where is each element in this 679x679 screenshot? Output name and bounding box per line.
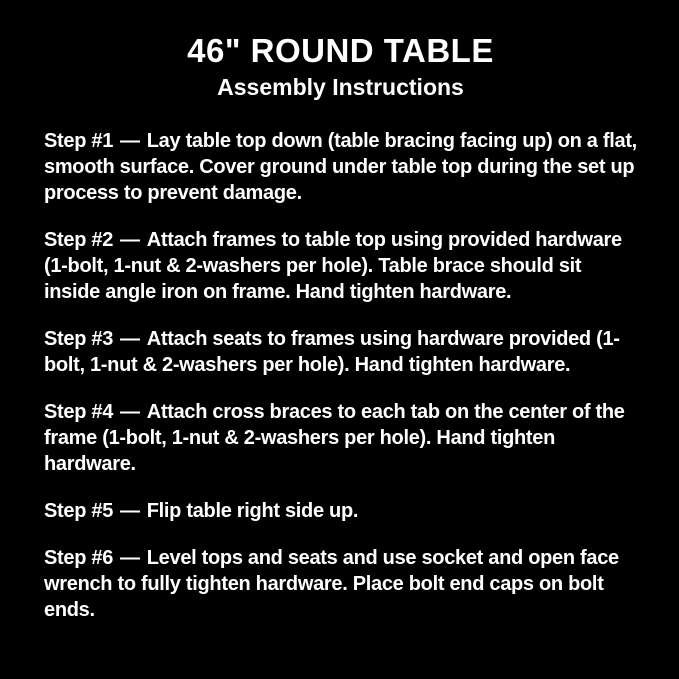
step-separator-dash: — (120, 547, 140, 569)
header (44, 30, 637, 102)
step-item-3 (44, 326, 637, 378)
step-label: Step #6 (44, 547, 114, 569)
step-item-1 (44, 128, 637, 206)
step-item-6 (44, 545, 637, 623)
step-item-4 (44, 399, 637, 477)
step-text: Attach cross braces to each tab on the center of the frame (1-bolt, 1-nut & 2-washers per hole). Hand tighten hardware. (44, 401, 625, 475)
step-label: Step #4 (44, 401, 114, 423)
page-subtitle: Assembly Instructions (217, 74, 464, 101)
step-separator-dash: — (120, 130, 140, 152)
step-text: Attach seats to frames using hardware provided (1-bolt, 1-nut & 2-washers per hole). Hand tighten hardware. (44, 328, 620, 376)
step-text: Flip table right side up. (146, 500, 359, 522)
step-label: Step #3 (44, 328, 114, 350)
step-label: Step #2 (44, 229, 114, 251)
step-separator-dash: — (120, 401, 140, 423)
step-item-5 (44, 498, 637, 524)
step-text: Level tops and seats and use socket and open face wrench to fully tighten hardware. Place bolt end caps on bolt ends. (44, 547, 619, 621)
step-label: Step #1 (44, 130, 114, 152)
step-item-2 (44, 227, 637, 305)
step-separator-dash: — (120, 500, 140, 522)
step-separator-dash: — (120, 328, 140, 350)
step-label: Step #5 (44, 500, 114, 522)
step-separator-dash: — (120, 229, 140, 251)
step-text: Attach frames to table top using provided hardware (1-bolt, 1-nut & 2-washers per hole). Table brace should sit inside angle iron on frame. Hand tighten hardware. (44, 229, 622, 303)
step-text: Lay table top down (table bracing facing up) on a flat, smooth surface. Cover ground under table top during the set up process to prevent damage. (44, 130, 637, 204)
steps-list (44, 128, 637, 623)
page-title: 46" ROUND TABLE (187, 32, 494, 69)
